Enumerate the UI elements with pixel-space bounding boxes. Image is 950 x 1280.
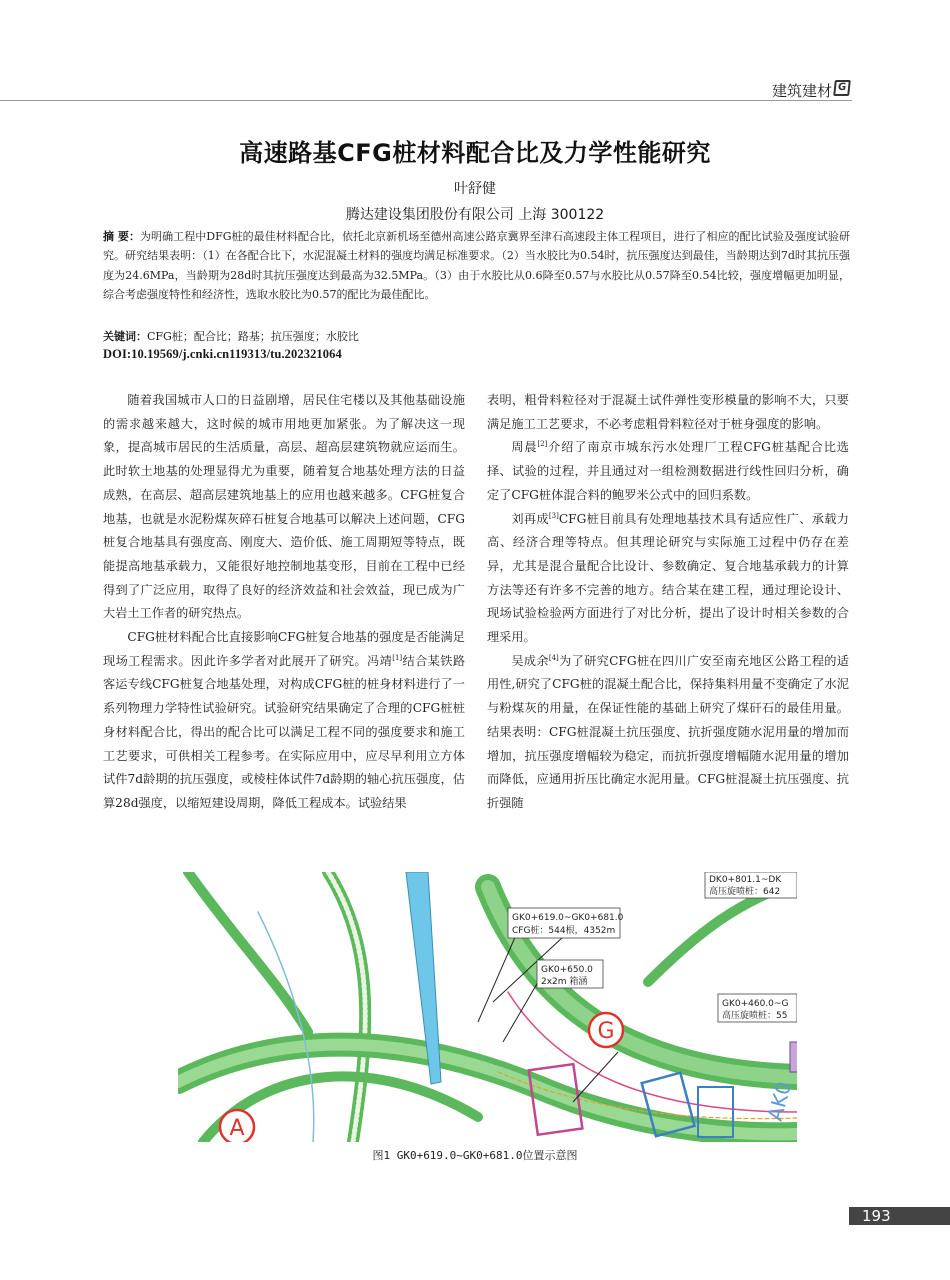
paragraph [487, 508, 849, 650]
doi[interactable]: DOI:10.19569/j.cnki.cn119313/tu.202321064 [103, 347, 342, 361]
paragraph-text: CFG桩目前具有处理地基技术具有适应性广、承载力高、经济合理等特点。但其理论研究与实际施工过程中仍存在差异，尤其是混合量配合比设计、参数确定、复合地基承载力的计算方法等还有许多不完善的地方。结合某在建工程，通过理论设计、现场试验检验两方面进行了对比分析，提出了设计时相关参数的合理采用。 [487, 511, 849, 645]
abstract [103, 227, 850, 304]
keywords-label: 关键词： [103, 330, 147, 343]
road-label: AK0 [762, 1078, 797, 1124]
label-cfg-1: GK0+619.0~GK0+681.0 [512, 913, 624, 923]
affiliation: 腾达建设集团股份有限公司 上海 300122 [345, 207, 605, 223]
paragraph: 表明，粗骨料粒径对于混凝土试件弹性变形模量的影响不大，只要满足施工工艺要求，不必考虑粗骨料粒径对于桩身强度的影响。 [487, 393, 849, 431]
paragraph [487, 650, 849, 816]
paper-title: 高速路基CFG桩材料配合比及力学性能研究 [239, 139, 711, 167]
paragraph-text: 吴成余 [511, 653, 549, 668]
page-number: 193 [849, 1207, 950, 1225]
citation[interactable]: [4] [548, 653, 559, 662]
paragraph-text: CFG桩材料配合比直接影响CFG桩复合地基的强度是否能满足现场工程需求。因此许多学者对此展开了研究。冯靖 [103, 630, 465, 668]
label-right-2: 高压旋喷桩：55 [722, 1011, 788, 1021]
author: 叶舒健 [454, 181, 496, 197]
abstract-text: 为明确工程中DFG桩的最佳材料配合比，依托北京新机场至德州高速公路京冀界至津石高速段主体工程项目，进行了相应的配比试验及强度试验研究。研究结果表明：（1）在各配合比下，水泥混凝土材料的强度均满足标准要求。（2）当水胶比为0.54时，抗压强度达到最佳，当龄期达到7d时其抗压强度为24.6MPa，当龄期为28d时其抗压强度达到最高为32.5MPa。（3）由于水胶比从0.6降至0.57与水胶比从0.57降至0.54比较，强度增幅更加明显，综合考虑强度特性和经济性，选取水胶比为0.57的配比为最佳配比。 [103, 230, 850, 301]
figure-caption: 图1 GK0+619.0~GK0+681.0位置示意图 [372, 1149, 578, 1162]
paragraph-text: 周晨 [511, 440, 538, 455]
site-plan-drawing [178, 872, 797, 1142]
journal-logo: G [833, 80, 851, 96]
paragraph-text: 结合某铁路客运专线CFG桩复合地基处理，对构成CFG桩的桩身材料进行了一系列物理力学特性试验研究。试验研究结果确定了合理的CFG桩桩身材料配合比，得出的配合比可以满足工程不同的强度要求和施工工艺要求，可供相关工程参考。在实际应用中，应尽早利用立方体试件7d龄期的抗压强度，或棱柱体试件7d龄期的轴心抗压强度，估算28d强度，以缩短建设周期，降低工程成本。试验结果 [103, 653, 466, 810]
paragraph [103, 626, 465, 816]
body-column-left [103, 389, 465, 816]
zone-g-label: G [597, 1019, 615, 1044]
keywords [103, 328, 850, 346]
zone-a-label: A [229, 1116, 245, 1141]
body-column-right [487, 389, 849, 816]
citation[interactable]: [2] [537, 440, 548, 449]
paragraph: 随着我国城市人口的日益剧增，居民住宅楼以及其他基础设施的需求越来越大，这时候的城市用地更加紧张。为了解决这一现象，提高城市居民的生活质量，高层、超高层建筑物就应运而生。此时软土地基的处理显得尤为重要，随着复合地基处理方法的日益成熟，在高层、超高层建筑地基上的应用也越来越多。CFG桩复合地基，也就是水泥粉煤灰碎石桩复合地基可以解决上述问题，CFG桩复合地基具有强度高、刚度大、造价低、施工周期短等特点，既能提高地基承载力，又能很好地控制地基变形，目前在工程中已经得到了广泛应用，取得了良好的经济效益和社会效益，现已成为广大岩土工作者的研究热点。 [103, 393, 465, 621]
label-box-2: 2x2m 箱涵 [541, 977, 588, 987]
label-cfg-2: CFG桩：544根，4352m [512, 926, 616, 936]
site-plan-figure [178, 872, 797, 1142]
paragraph-text: 为了研究CFG桩在四川广安至南充地区公路工程的适用性,研究了CFG桩的混凝土配合比，保持集料用量不变确定了水泥与粉煤灰的用量，在保证性能的基础上研究了煤矸石的最佳用量。结果表明：CFG桩混凝土抗压强度、抗折强度随水泥用量的增加而增加，抗压强度增幅较为稳定，而抗折强度增幅随水泥用量的增加而降低，应通用折压比确定水泥用量。CFG桩混凝土抗压强度、抗折强随 [487, 653, 849, 810]
label-top-right-1: DK0+801.1~DK [709, 875, 782, 885]
label-right-1: GK0+460.0~G [722, 999, 789, 1009]
abstract-label: 摘 要： [103, 230, 141, 243]
paragraph [487, 436, 849, 507]
journal-name: 建筑建材 [771, 82, 832, 100]
citation[interactable]: [1] [392, 653, 403, 662]
label-box-1: GK0+650.0 [541, 965, 593, 975]
paragraph-text: 介绍了南京市城东污水处理厂工程CFG桩基配合比选择、试验的过程，并且通过对一组检测数据进行线性回归分析，确定了CFG桩体混合料的鲍罗米公式中的回归系数。 [487, 440, 849, 502]
paragraph-text: 刘再成 [511, 511, 549, 526]
keywords-text: CFG桩；配合比；路基；抗压强度；水胶比 [147, 330, 359, 343]
label-top-right-2: 高压旋喷桩：642 [709, 887, 781, 897]
citation[interactable]: [3] [548, 511, 559, 520]
